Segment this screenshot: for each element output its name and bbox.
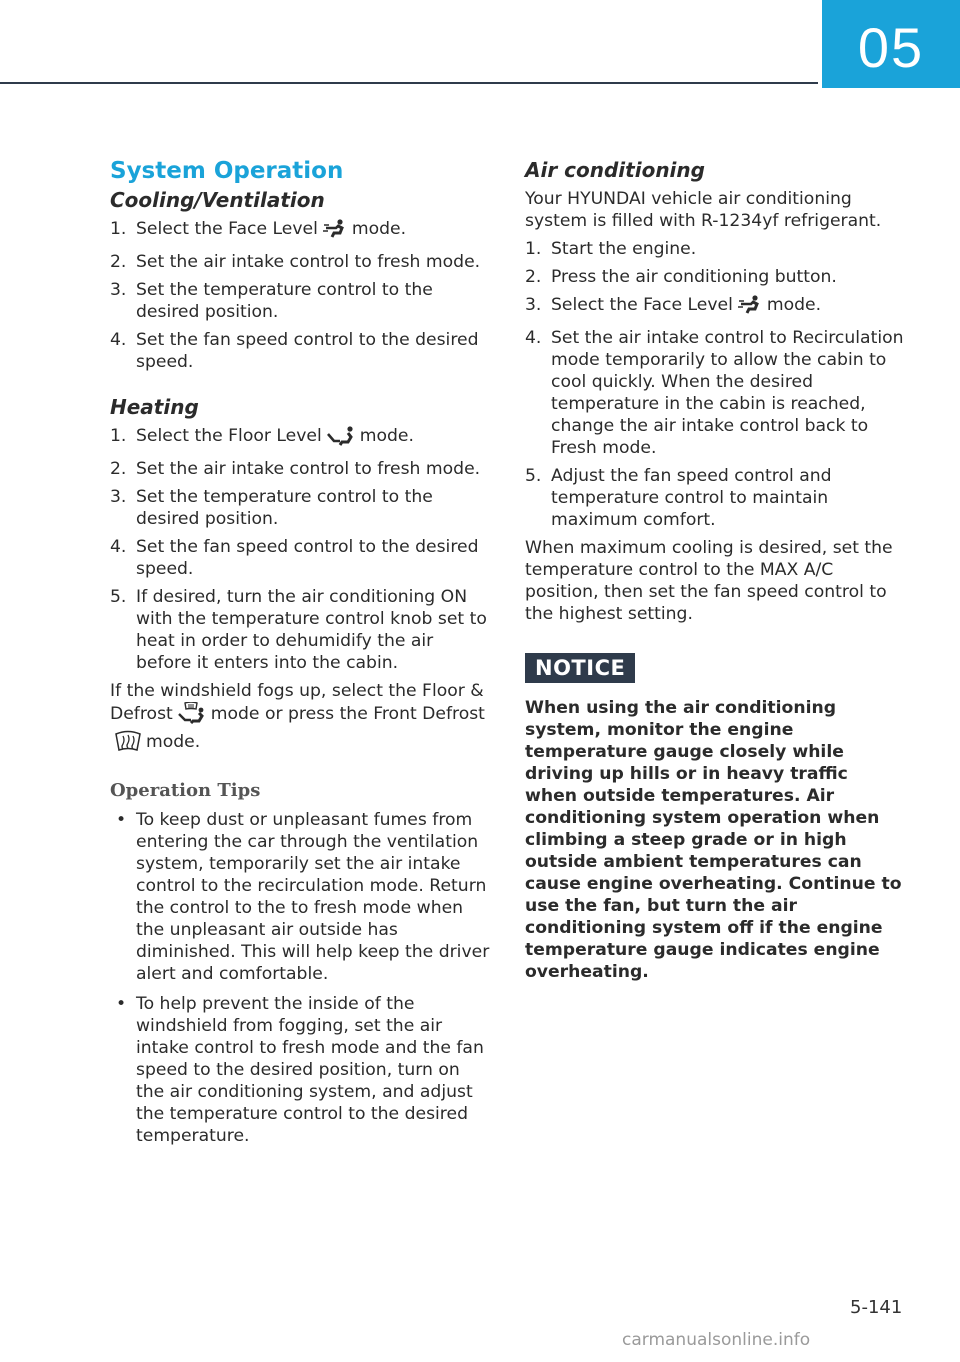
- list-item: • To help prevent the inside of the windshield from fogging, set the air intake control to fresh mode and the fan speed to the desired position, turn on the air conditioning system, and adjust the temperature control to the desired temperature.: [116, 994, 484, 1146]
- floor-level-icon: [326, 426, 356, 452]
- watermark: carmanualsonline.info: [622, 1330, 811, 1350]
- list-item: 2. Set the air intake control to fresh mode.: [110, 252, 481, 272]
- list-item: 1. Select the Face Level mode.: [110, 218, 492, 245]
- tips-heading: Operation Tips: [110, 780, 261, 801]
- bullet: •: [116, 994, 127, 1014]
- header-rule: [0, 82, 818, 84]
- right-column: [525, 158, 905, 983]
- face-level-icon: [322, 219, 348, 245]
- section-title: System Operation: [110, 158, 344, 184]
- ac-steps: [525, 238, 905, 531]
- ac-heading: Air conditioning: [525, 158, 705, 182]
- bullet: •: [116, 810, 127, 830]
- list-item: 4. Set the fan speed control to the desired speed.: [110, 537, 479, 579]
- face-level-icon: [737, 295, 763, 321]
- heating-steps: [110, 425, 492, 674]
- floor-defrost-icon: [177, 702, 207, 730]
- cooling-steps: [110, 218, 492, 373]
- list-item: 5. Adjust the fan speed control and temperature control to maintain maximum comfort.: [525, 466, 832, 530]
- fog-paragraph: If the windshield fogs up, select the Floor & Defrost mode or press the Front Defrostmode.: [110, 680, 492, 758]
- list-item: 1. Start the engine.: [525, 239, 697, 259]
- notice-text: When using the air conditioning system, monitor the engine temperature gauge closely while driving up hills or in heavy traffic when outside temperatures. Air conditioning system operation when climbing a steep grade or in high outside ambient temperatures can cause engine overheating. Continue to use the fan, but turn the air conditioning system off if the engine temperature gauge indicates engine overheating.: [525, 698, 902, 982]
- front-defrost-icon: [114, 730, 142, 758]
- ac-intro: Your HYUNDAI vehicle air conditioning system is filled with R-1234yf refrigerant.: [525, 189, 882, 231]
- list-item: 3. Set the temperature control to the desired position.: [110, 487, 433, 529]
- heating-heading: Heating: [110, 395, 199, 419]
- list-item: 2. Set the air intake control to fresh mode.: [110, 459, 481, 479]
- list-item: 4. Set the air intake control to Recirculation mode temporarily to allow the cabin to cool quickly. When the desired temperature in the cabin is reached, change the air intake control back to Fresh mode.: [525, 328, 904, 458]
- notice-badge: NOTICE: [525, 653, 635, 683]
- cooling-heading: Cooling/Ventilation: [110, 188, 325, 212]
- list-item: 5. If desired, turn the air conditioning ON with the temperature control knob set to heat in order to dehumidify the air before it enters into the cabin.: [110, 587, 487, 673]
- list-item: 1. Select the Floor Level mode.: [110, 425, 492, 452]
- tips-list: [110, 809, 492, 1147]
- left-column: [110, 158, 492, 1155]
- list-item: 2. Press the air conditioning button.: [525, 267, 837, 287]
- max-cooling-paragraph: When maximum cooling is desired, set the temperature control to the MAX A/C position, then set the fan speed control to the highest setting.: [525, 538, 893, 624]
- list-item: • To keep dust or unpleasant fumes from entering the car through the ventilation system, temporarily set the air intake control to the recirculation mode. Return the control to the to fresh mode when the unpleasant air outside has diminished. This will help keep the driver alert and comfortable.: [116, 810, 490, 984]
- page-number: 5-141: [850, 1297, 903, 1318]
- list-item: 3. Select the Face Level mode.: [525, 294, 905, 321]
- chapter-tab: 05: [822, 0, 960, 88]
- list-item: 3. Set the temperature control to the desired position.: [110, 280, 433, 322]
- list-item: 4. Set the fan speed control to the desired speed.: [110, 330, 479, 372]
